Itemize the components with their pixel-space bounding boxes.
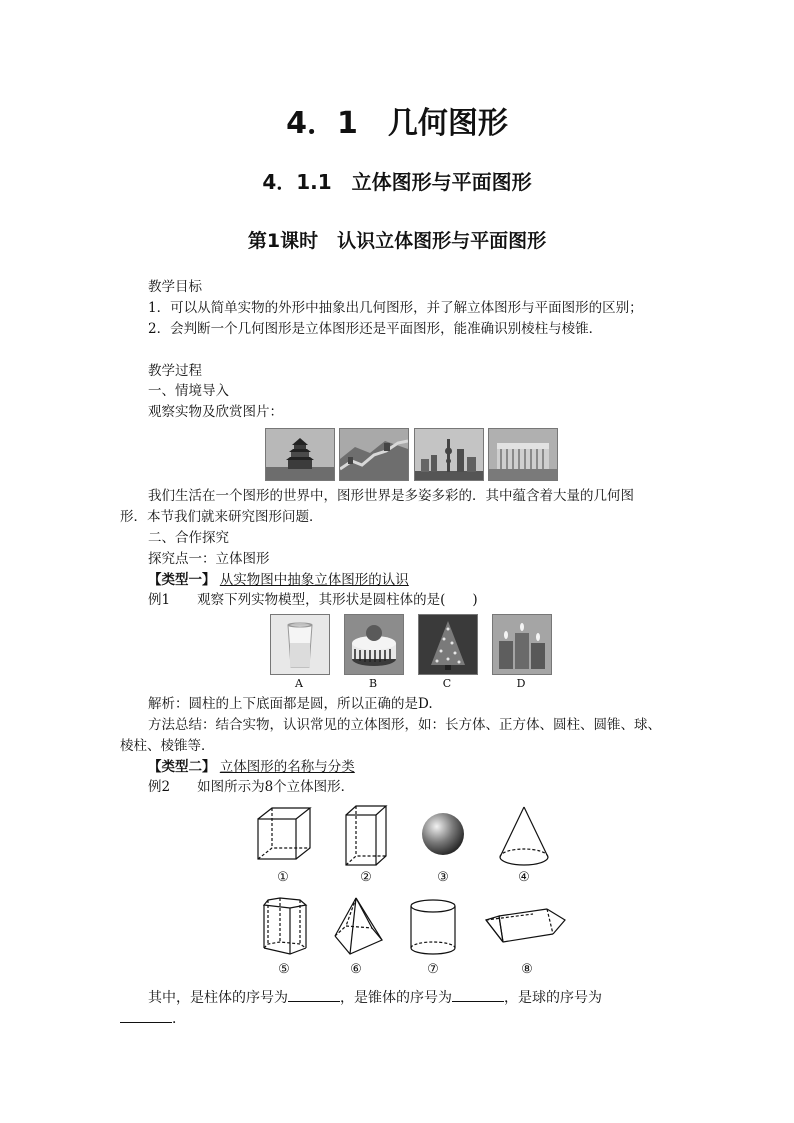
cylinder-figure — [408, 898, 458, 958]
shape-label-8: ⑧ — [521, 962, 533, 977]
option-b-label: B — [368, 677, 378, 690]
main-title: 4．1 几何图形 — [286, 106, 508, 141]
shape-label-1: ① — [277, 870, 289, 885]
shape-label-5: ⑤ — [278, 962, 290, 977]
option-d-candles-photo — [492, 614, 552, 675]
cuboid-figure — [343, 803, 389, 869]
example-1-question: 例1 观察下列实物模型，其形状是圆柱体的是( ) — [148, 592, 478, 608]
type1-title: 从实物图中抽象立体图形的认识 — [219, 572, 409, 588]
pyramid-figure — [332, 896, 386, 958]
question-text-prism: 其中，是柱体的序号为 — [148, 990, 288, 1006]
question-text-sphere: ，是球的序号为 — [504, 990, 602, 1006]
sphere-answer-blank[interactable] — [120, 1008, 172, 1023]
type1-heading — [148, 570, 409, 590]
shape-label-7: ⑦ — [427, 962, 439, 977]
type2-title: 立体图形的名称与分类 — [219, 759, 355, 775]
cone-figure — [496, 805, 552, 869]
option-a-label: A — [295, 677, 303, 690]
question-text-pyramid: ，是锥体的序号为 — [340, 990, 452, 1006]
fill-in-question-line-1 — [148, 987, 602, 1008]
shape-label-4: ④ — [518, 870, 530, 885]
option-b-cake-photo — [344, 614, 404, 675]
hexagonal-prism-figure — [260, 896, 310, 958]
example-2-question: 例2 如图所示为8个立体图形． — [148, 779, 355, 795]
goal-item-1: 1．可以从简单实物的外形中抽象出几何图形，并了解立体图形与平面图形的区别； — [148, 300, 643, 316]
temple-photo — [265, 428, 335, 481]
goal-item-2: 2．会判断一个几何图形是立体图形还是平面图形，能准确识别棱柱与棱锥． — [148, 321, 603, 337]
method-summary-line-1: 方法总结：结合实物，认识常见的立体图形，如：长方体、正方体、圆柱、圆锥、球、 — [148, 717, 661, 733]
sphere-figure — [420, 811, 466, 857]
fill-in-question-line-2 — [120, 1008, 186, 1029]
type2-bracket: 【类型二】 — [148, 759, 216, 775]
great-wall-photo — [339, 428, 409, 481]
question-end: ． — [172, 1011, 186, 1027]
part1-heading: 一、情境导入 — [148, 383, 229, 399]
goals-heading: 教学目标 — [148, 279, 202, 295]
prism-answer-blank[interactable] — [288, 987, 340, 1002]
memorial-photo — [488, 428, 558, 481]
type1-bracket: 【类型一】 — [148, 572, 216, 588]
lesson-title: 第1课时 认识立体图形与平面图形 — [247, 230, 547, 252]
triangular-prism-figure — [483, 906, 569, 946]
intro-paragraph-line-2: 形．本节我们就来研究图形问题． — [120, 509, 323, 525]
shape-label-6: ⑥ — [350, 962, 362, 977]
cube-figure — [255, 805, 315, 865]
process-heading: 教学过程 — [148, 363, 202, 379]
analysis-text: 解析：圆柱的上下底面都是圆，所以正确的是D. — [148, 696, 433, 712]
part2-heading: 二、合作探究 — [148, 530, 229, 546]
method-summary-line-2: 棱柱、棱锥等． — [120, 738, 215, 754]
pyramid-answer-blank[interactable] — [452, 987, 504, 1002]
observe-text: 观察实物及欣赏图片： — [148, 404, 283, 420]
shape-label-2: ② — [360, 870, 372, 885]
intro-paragraph-line-1: 我们生活在一个图形的世界中，图形世界是多姿多彩的．其中蕴含着大量的几何图 — [148, 488, 634, 504]
section-title: 4．1.1 立体图形与平面图形 — [262, 170, 532, 194]
option-c-label: C — [442, 677, 452, 690]
skyline-photo — [414, 428, 484, 481]
option-d-label: D — [516, 677, 526, 690]
type2-heading — [148, 757, 355, 777]
option-c-tree-photo — [418, 614, 478, 675]
option-a-glass-photo — [270, 614, 330, 675]
shape-label-3: ③ — [437, 870, 449, 885]
explore-point-1: 探究点一：立体图形 — [148, 551, 270, 567]
